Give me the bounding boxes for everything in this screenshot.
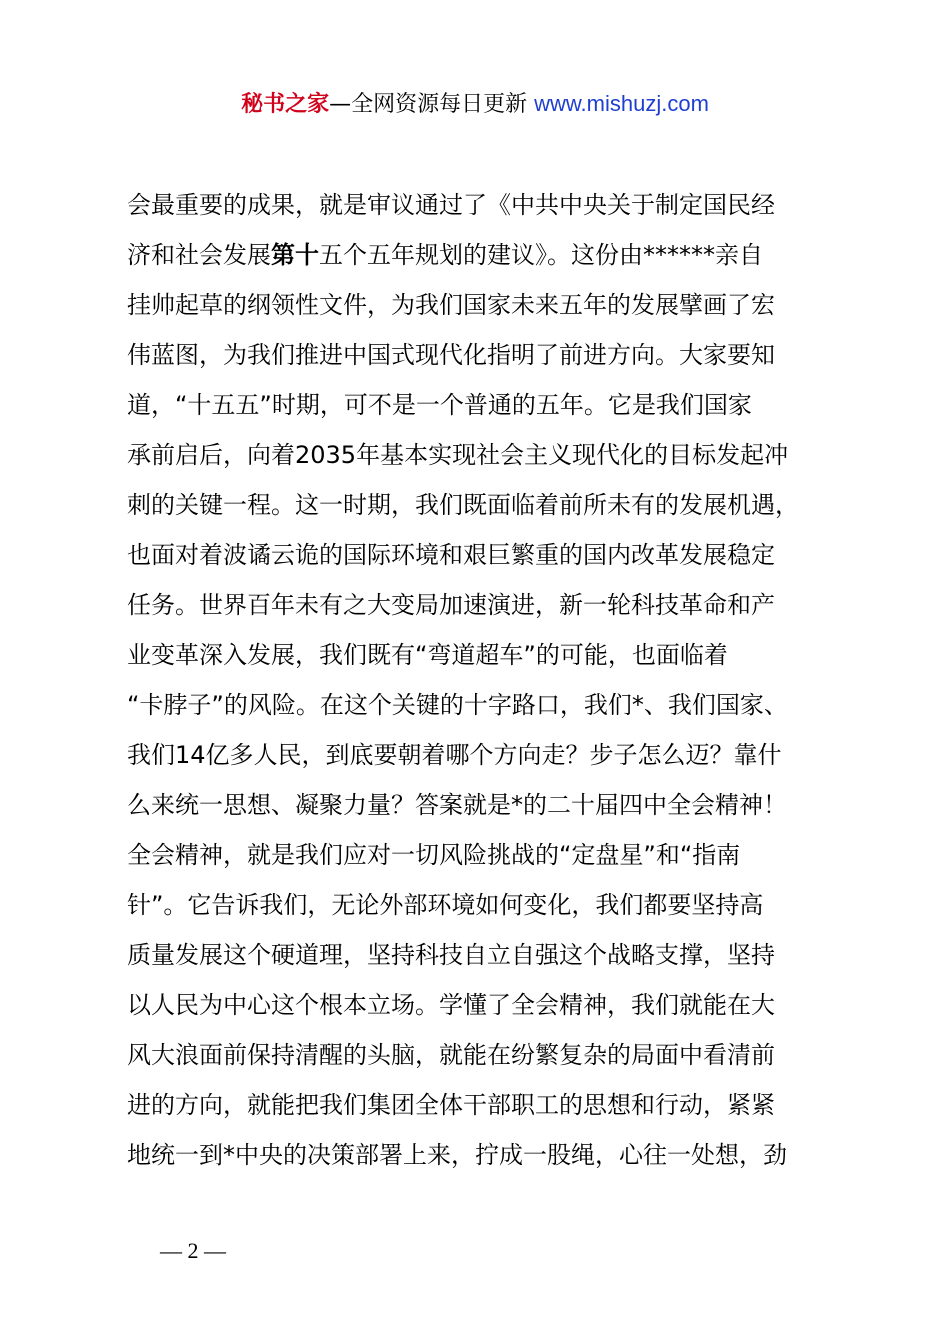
header-slogan: —全网资源每日更新 xyxy=(329,92,528,117)
text-line: “卡脖子”的风险。在这个关键的十字路口，我们*、我们国家、 xyxy=(127,691,788,719)
brand-name: 秘书之家 xyxy=(241,92,330,117)
text-line: 道，“十五五”时期，可不是一个普通的五年。它是我们国家 xyxy=(127,391,752,419)
page-number: — 2 — xyxy=(160,1238,226,1263)
text-line: 以人民为中心这个根本立场。学懂了全会精神，我们就能在大 xyxy=(127,991,775,1019)
text-line: 也面对着波谲云诡的国际环境和艰巨繁重的国内改革发展稳定 xyxy=(127,541,775,569)
text-line: 质量发展这个硬道理，坚持科技自立自强这个战略支撑，坚持 xyxy=(127,941,775,969)
text-line: 么来统一思想、凝聚力量？答案就是*的二十届四中全会精神！ xyxy=(127,791,787,819)
text-line: 挂帅起草的纲领性文件，为我们国家未来五年的发展擘画了宏 xyxy=(127,291,775,319)
text-line: 会最重要的成果，就是审议通过了《中共中央关于制定国民经 xyxy=(127,191,775,219)
text-line: 承前启后，向着2035年基本实现社会主义现代化的目标发起冲 xyxy=(127,441,789,469)
text-segment: 济和社会发展 xyxy=(127,241,271,269)
text-line: 伟蓝图，为我们推进中国式现代化指明了前进方向。大家要知 xyxy=(127,341,775,369)
text-line: 刺的关键一程。这一时期，我们既面临着前所未有的发展机遇， xyxy=(127,491,799,519)
text-line: 风大浪面前保持清醒的头脑，就能在纷繁复杂的局面中看清前 xyxy=(127,1041,775,1069)
text-line: 业变革深入发展，我们既有“弯道超车”的可能，也面临着 xyxy=(127,641,728,669)
document-body xyxy=(127,180,837,1180)
text-line: 进的方向，就能把我们集团全体干部职工的思想和行动，紧紧 xyxy=(127,1091,775,1119)
text-line xyxy=(127,230,837,280)
text-line: 地统一到*中央的决策部署上来，拧成一股绳，心往一处想，劲 xyxy=(127,1141,787,1169)
site-header xyxy=(0,88,950,121)
text-segment: 五个五年规划的建议》。这份由******亲自 xyxy=(319,241,763,269)
text-line: 全会精神，就是我们应对一切风险挑战的“定盘星”和“指南 xyxy=(127,841,741,869)
text-line: 任务。世界百年未有之大变局加速演进，新一轮科技革命和产 xyxy=(127,591,775,619)
text-line: 我们14亿多人民，到底要朝着哪个方向走？步子怎么迈？靠什 xyxy=(127,741,782,769)
bold-text-segment: 第十 xyxy=(271,241,319,269)
text-line: 针”。它告诉我们，无论外部环境如何变化，我们都要坚持高 xyxy=(127,891,764,919)
site-url-link[interactable]: www.mishuzj.com xyxy=(534,91,709,116)
